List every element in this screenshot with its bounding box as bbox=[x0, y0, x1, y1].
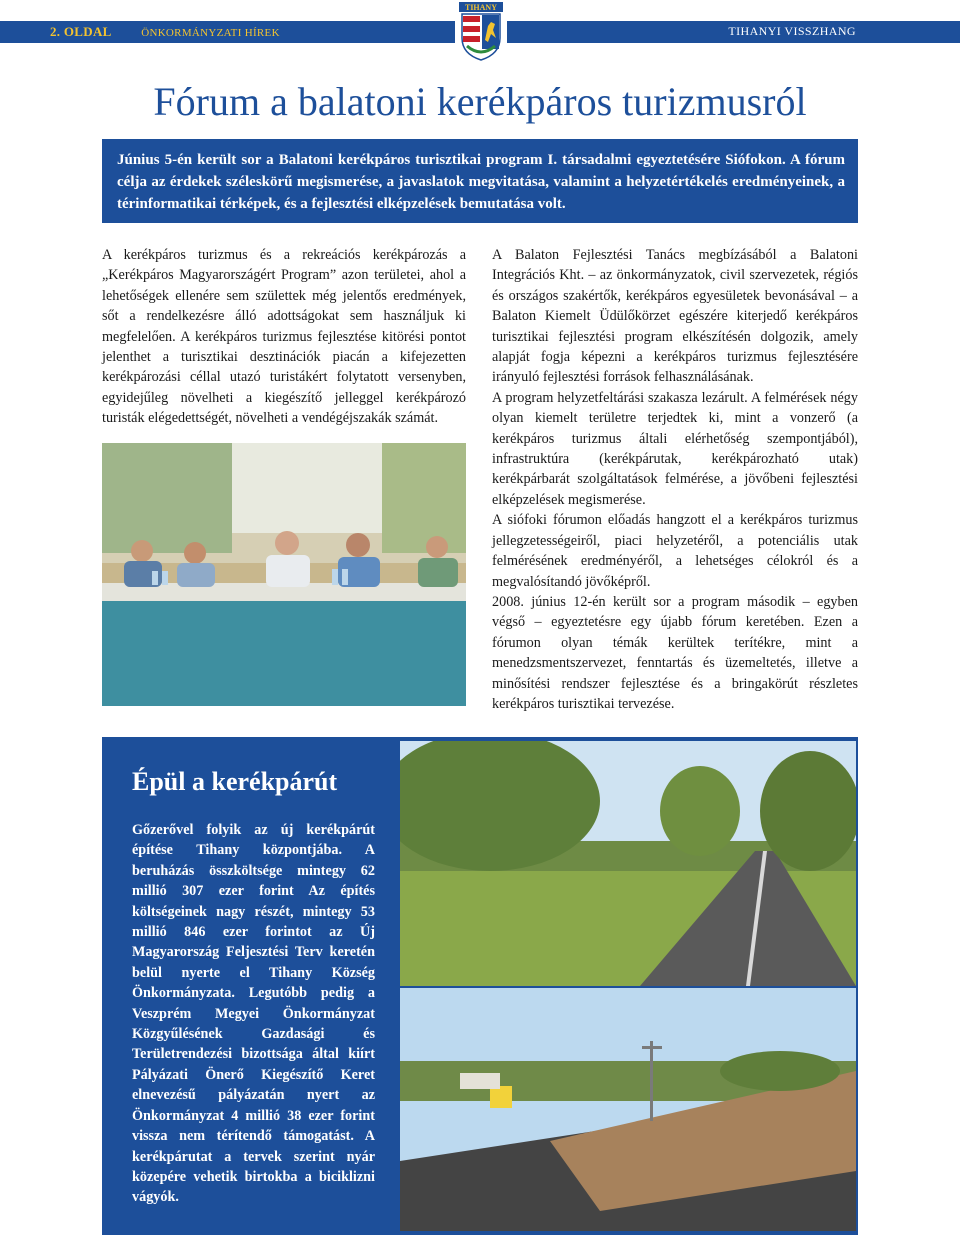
publication-name: TIHANYI VISSZHANG bbox=[728, 24, 856, 38]
lead-box bbox=[102, 139, 858, 223]
article-body-right bbox=[492, 245, 858, 714]
paragraph: A siófoki fórumon előadás hangzott el a kerékpáros turizmus jellegzetességeiről, piaci helyzetéről, a potenciális utak felmérésének eredményéről, a lehetséges célokról és a megvalósítandó jövőképről. bbox=[492, 512, 858, 590]
page-number-label: 2. OLDAL bbox=[50, 24, 112, 39]
bike-path-title: Épül a kerékpárút bbox=[132, 767, 338, 796]
article-body-left: A kerékpáros turizmus és a rekreációs kerékpározás a „Kerékpáros Magyarországért Program” azon területei, ahol a lehetőségek ellenére sem születtek még jelentős eredmények, sőt a rendelkezésre álló adottságokat sem használjuk ki megfelelően. A kerékpáros turizmus fejlesztése kitörési pontot jelenthet a turisztikai desztinációk piacán a kifejezetten kerékpározási céllal utazó turistákért folytatott versenyben, egyidejűleg növelheti a kiegészítő jelleggel kerékpározó turisták elégedettségét, növelheti a vendégéjszakák számát. bbox=[102, 247, 466, 427]
road-construction-photo bbox=[400, 741, 856, 1231]
bike-path-article bbox=[102, 737, 858, 1235]
header-left bbox=[50, 24, 280, 40]
section-label: ÖNKORMÁNYZATI HÍREK bbox=[141, 27, 280, 39]
svg-text:TIHANY: TIHANY bbox=[464, 3, 498, 12]
bike-path-body: Gőzerővel folyik az új kerékpárút építése Tihany központjába. A beruházás összköltsége mintegy 62 millió 307 ezer forint Az építés költségeinek nagy részét, mintegy 53 millió 846 ezer forintot az Új Magyarország Feljesztési Terv keretén belül nyerte el Tihany Község Önkormányzata. Legutóbb pedig a Veszprém Megyei Önkormányzat Közgyűlésének Gazdasági és Területrendezési bizottsága által kiírt Pályázati Önerő Kiegészítő Keret elnevezésű pályázatán nyert az Önkormányzat 4 millió 38 ezer forint vissza nem térítendő támogatást. A kerékpárutat a tervek szerint nyár közepére vehetik birtokba a biciklizni vágyók. bbox=[132, 822, 375, 1206]
paragraph: 2008. június 12-én került sor a program második – egyben végső – egyeztetésre egy újabb fórum keretében. Ezen a fórumon olyan témák kerültek terítékre, mint a menedzsmentszervezet, fenntartás és üzemeltetés, illetve a minősítési rendszer fejlesztése és a bringakörút részletes kerékpáros turisztikai tervezése. bbox=[492, 593, 858, 712]
forum-photo bbox=[102, 443, 466, 706]
article-lead: Június 5-én került sor a Balatoni kerékpáros turisztikai program I. társadalmi egyeztetésére Siófokon. A fórum célja az érdekek széleskörű megismerése, a javaslatok megvitatása, valamint a helyzetértékelés eredményeinek, a térinformatikai térképek, és a fejlesztési elképzelések bemutatása volt. bbox=[117, 152, 845, 212]
paragraph: A program helyzetfeltárási szakasza lezárult. A felmérések négy olyan kiemelt területre terjedtek ki, mint a vonzerő (a kerékpáros turizmus általi elérhetőség szempontjából), infrastruktúra (kerékpárutak, kerékpározható utak) kerékpárbarát szolgáltatások felmérése, a jövőbeni fejlesztési elképzelések megismerése. bbox=[492, 389, 858, 508]
tihany-crest-logo bbox=[455, 0, 507, 62]
article-title: Fórum a balatoni kerékpáros turizmusról bbox=[153, 79, 807, 124]
paragraph: A Balaton Fejlesztési Tanács megbízásából a Balatoni Integrációs Kht. – az önkormányzatok, civil szervezetek, régiós és országos szakértők, kerékpáros egyesületek bevonásával – a Balaton Kiemelt Üdülőkörzet egészére kiterjedő kerékpáros turisztikai fejlesztési program elkészítésén dolgozik, amely alapját fogja képezni a kerékpáros turizmus fejlesztésére irányuló fejlesztési források felhasználásának. bbox=[492, 247, 858, 386]
